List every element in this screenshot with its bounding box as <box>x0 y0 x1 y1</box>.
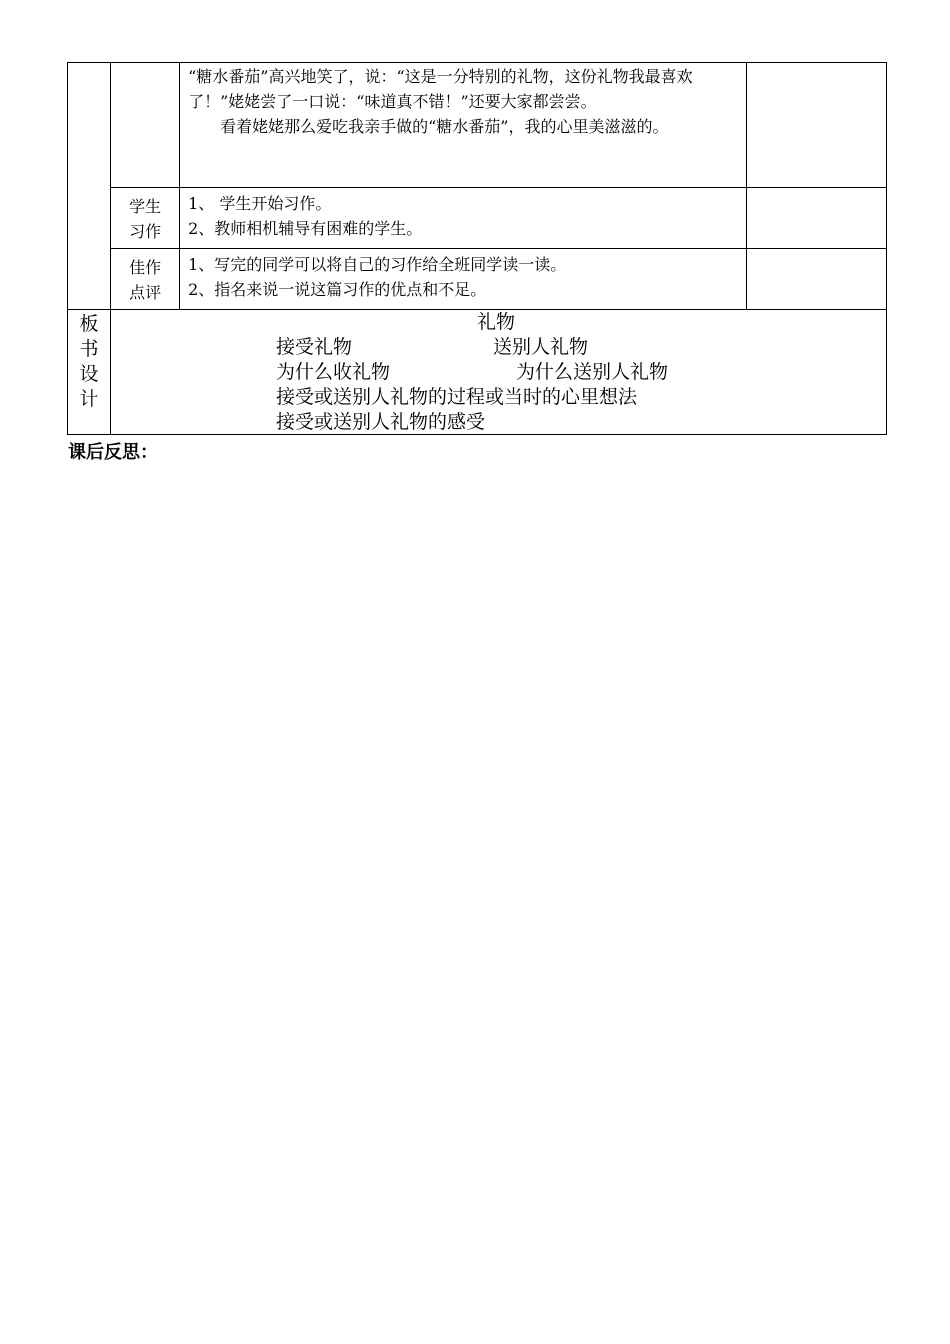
review-row <box>68 249 887 310</box>
story-paragraph-1: “糖水番茄”高兴地笑了，说：“这是一分特别的礼物，这份礼物我最喜欢了！”姥姥尝了一口说：“味道真不错！”还要大家都尝尝。 <box>188 67 693 111</box>
step-label-cell-empty <box>111 63 180 188</box>
section-cell-empty <box>68 63 111 310</box>
board-why-receive: 为什么收礼物 <box>276 361 391 383</box>
student-writing-row <box>68 188 887 249</box>
student-writing-steps <box>180 188 747 249</box>
board-process: 接受或送别人礼物的过程或当时的心里想法 <box>276 386 638 408</box>
label-char: 板 <box>79 313 99 335</box>
student-writing-label <box>111 188 180 249</box>
notes-cell <box>746 63 886 188</box>
label-line: 习作 <box>129 222 162 241</box>
board-why-give: 为什么送别人礼物 <box>516 361 669 383</box>
notes-cell <box>746 188 886 249</box>
board-receive: 接受礼物 <box>276 336 353 358</box>
lesson-plan-table <box>67 62 887 435</box>
label-char: 书 <box>79 338 99 360</box>
step-item: 2、教师相机辅导有困难的学生。 <box>188 219 423 238</box>
label-char: 计 <box>79 388 99 410</box>
board-design-content <box>111 310 887 435</box>
label-line: 佳作 <box>129 258 162 277</box>
review-steps <box>180 249 747 310</box>
label-line: 学生 <box>129 197 162 216</box>
story-row <box>68 63 887 188</box>
step-item: 2、指名来说一说这篇习作的优点和不足。 <box>188 280 487 299</box>
notes-cell <box>746 249 886 310</box>
story-paragraph-2: 看着姥姥那么爱吃我亲手做的“糖水番茄”，我的心里美滋滋的。 <box>220 117 669 136</box>
step-item: 1、 学生开始习作。 <box>188 194 332 213</box>
board-give: 送别人礼物 <box>493 336 589 358</box>
board-design-label <box>68 310 111 435</box>
label-char: 设 <box>79 363 99 385</box>
review-label <box>111 249 180 310</box>
label-line: 点评 <box>129 283 162 302</box>
story-cell <box>180 63 747 188</box>
step-item: 1、写完的同学可以将自己的习作给全班同学读一读。 <box>188 255 567 274</box>
board-title: 礼物 <box>477 311 516 333</box>
board-design-row <box>68 310 887 435</box>
board-feeling: 接受或送别人礼物的感受 <box>276 411 486 433</box>
post-class-reflection-label: 课后反思： <box>68 442 158 463</box>
